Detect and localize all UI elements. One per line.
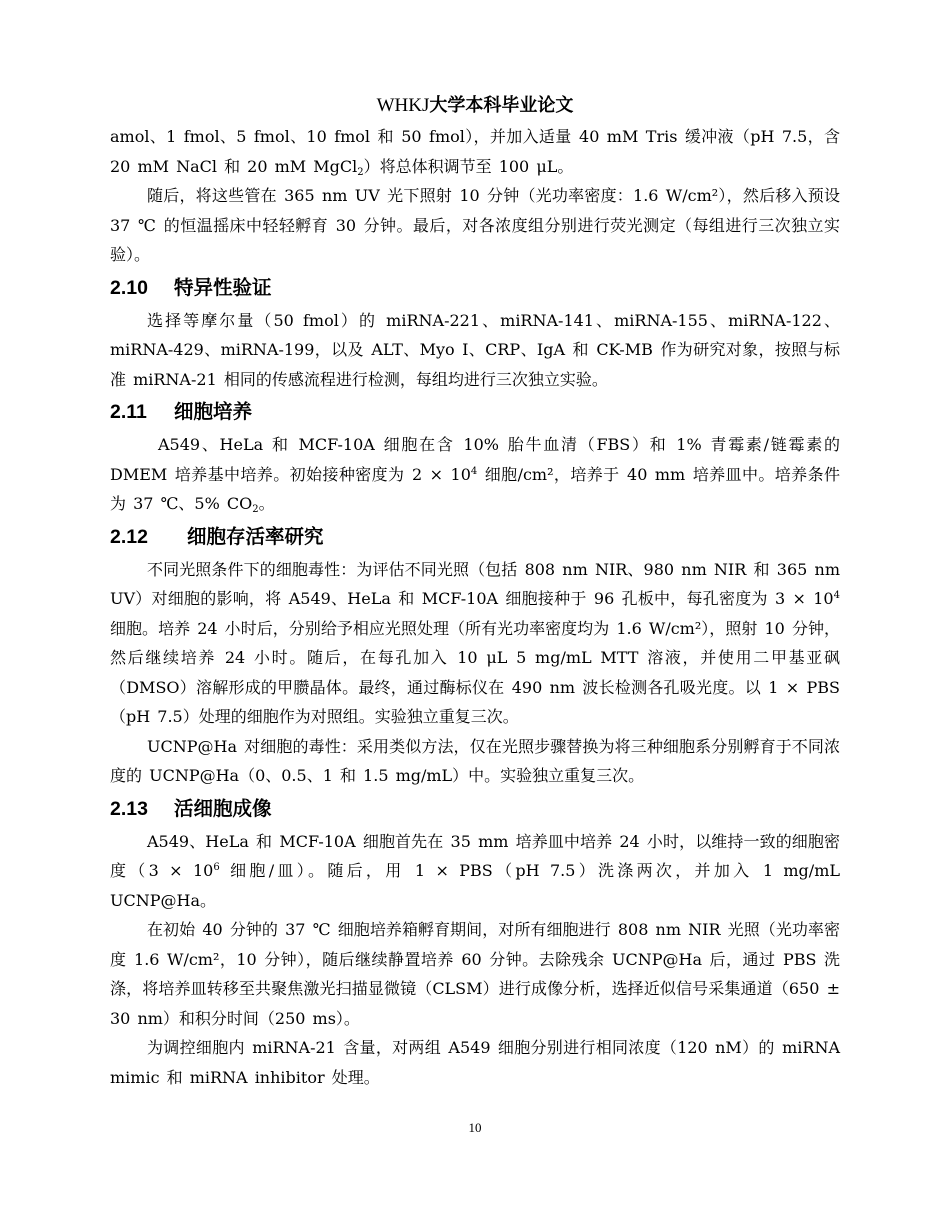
paragraph-imaging-prep bbox=[110, 827, 840, 916]
header-title: 大学本科毕业论文 bbox=[429, 95, 574, 116]
section-heading-2-12 bbox=[110, 519, 840, 555]
section-title: 细胞培养 bbox=[174, 400, 253, 423]
subscript: 2 bbox=[357, 166, 364, 178]
document-page bbox=[110, 92, 840, 1092]
section-number: 2.12 bbox=[110, 525, 148, 548]
section-title: 特异性验证 bbox=[174, 275, 272, 299]
superscript: 6 bbox=[213, 862, 220, 873]
paragraph-viability-ucnp: UCNP@Ha 对细胞的毒性：采用类似方法，仅在光照步骤替换为将三种细胞系分别孵育于不同浓度的 UCNP@Ha（0、0.5、1 和 1.5 mg/mL）中。实验独立重复三次。 bbox=[110, 736, 840, 785]
section-heading-2-10 bbox=[110, 270, 840, 306]
paragraph-viability-light bbox=[110, 555, 840, 732]
paragraph-text: amol、1 fmol、5 fmol、10 fmol 和 50 fmol），并加入适量 40 mM Tris 缓冲液（pH 7.5，含 20 mM NaCl 和 20 mM MgCl bbox=[110, 127, 840, 176]
paragraph-continued bbox=[110, 122, 840, 181]
section-heading-2-13 bbox=[110, 791, 840, 827]
paragraph-text: 细胞/皿）。随后，用 1 × PBS（pH 7.5）洗涤两次，并加入 1 mg/mL UCNP@Ha。 bbox=[110, 861, 840, 910]
section-number: 2.13 bbox=[110, 797, 148, 820]
section-number: 2.11 bbox=[110, 401, 147, 423]
running-header bbox=[110, 92, 840, 122]
paragraph-text: A549、HeLa 和 MCF-10A 细胞在含 10% 胎牛血清（FBS）和 1% 青霉素/链霉素的 DMEM 培养基中培养。初始接种密度为 2 × 10 bbox=[110, 435, 840, 484]
superscript: 4 bbox=[833, 590, 840, 601]
paragraph-text: 细胞。培养 24 小时后，分别给予相应光照处理（所有光功率密度均为 1.6 W/cm²），照射 10 分钟，然后继续培养 24 小时。随后，在每孔加入 10 μL 5 mg/mL MTT 溶液，并使用二甲基亚砜（DMSO）溶解形成的甲臜晶体。最终，通过酶标仪在 490 nm 波长检测各孔吸光度。以 1 × PBS（pH 7.5）处理的细胞作为对照组。实验独立重复三次。 bbox=[110, 618, 840, 726]
paragraph-specificity: 选择等摩尔量（50 fmol）的 miRNA-221、miRNA-141、miRNA-155、miRNA-122、miRNA-429、miRNA-199，以及 ALT、Myo I、CRP、IgA 和 CK-MB 作为研究对象，按照与标准 miRNA-21 相同的传感流程进行检测，每组均进行三次独立实验。 bbox=[110, 310, 840, 389]
subscript: 2 bbox=[252, 504, 259, 515]
paragraph-text: 。 bbox=[258, 494, 275, 513]
paragraph-text: ）将总体积调节至 100 μL。 bbox=[363, 156, 574, 176]
paragraph-imaging-procedure: 在初始 40 分钟的 37 ℃ 细胞培养箱孵育期间，对所有细胞进行 808 nm NIR 光照（光功率密度 1.6 W/cm²，10 分钟），随后继续静置培养 60 分钟。去除残余 UCNP@Ha 后，通过 PBS 洗涤，将培养皿转移至共聚焦激光扫描显微镜（CLSM）进行成像分析，选择近似信号采集通道（650 ± 30 nm）和积分时间（250 ms）。 bbox=[110, 920, 840, 1028]
header-latin: WHKJ bbox=[376, 95, 430, 116]
paragraph-mirna-regulation: 为调控细胞内 miRNA-21 含量，对两组 A549 细胞分别进行相同浓度（120 nM）的 miRNA mimic 和 miRNA inhibitor 处理。 bbox=[110, 1038, 840, 1087]
superscript: 4 bbox=[470, 465, 478, 477]
paragraph-irradiation: 随后，将这些管在 365 nm UV 光下照射 10 分钟（光功率密度：1.6 W/cm²），然后移入预设 37 ℃ 的恒温摇床中轻轻孵育 30 分钟。最后，对各浓度组分别进行荧光测定（每组进行三次独立实验）。 bbox=[110, 186, 840, 264]
page-number: 10 bbox=[468, 1120, 482, 1135]
section-number: 2.10 bbox=[110, 276, 148, 299]
paragraph-cell-culture bbox=[110, 430, 840, 519]
paragraph-text: 不同光照条件下的细胞毒性：为评估不同光照（包括 808 nm NIR、980 nm NIR 和 365 nm UV）对细胞的影响，将 A549、HeLa 和 MCF-10A 细胞接种于 96 孔板中，每孔密度为 3 × 10 bbox=[110, 559, 840, 608]
paragraph-text: 细胞/cm²，培养于 40 mm 培养皿中。培养条件为 37 ℃、5% CO bbox=[110, 464, 840, 513]
section-heading-2-11 bbox=[110, 394, 840, 430]
paragraph-text: A549、HeLa 和 MCF-10A 细胞首先在 35 mm 培养皿中培养 24 小时，以维持一致的细胞密度（3 × 10 bbox=[110, 831, 840, 880]
section-title: 活细胞成像 bbox=[174, 796, 272, 820]
section-title: 细胞存活率研究 bbox=[187, 524, 324, 548]
